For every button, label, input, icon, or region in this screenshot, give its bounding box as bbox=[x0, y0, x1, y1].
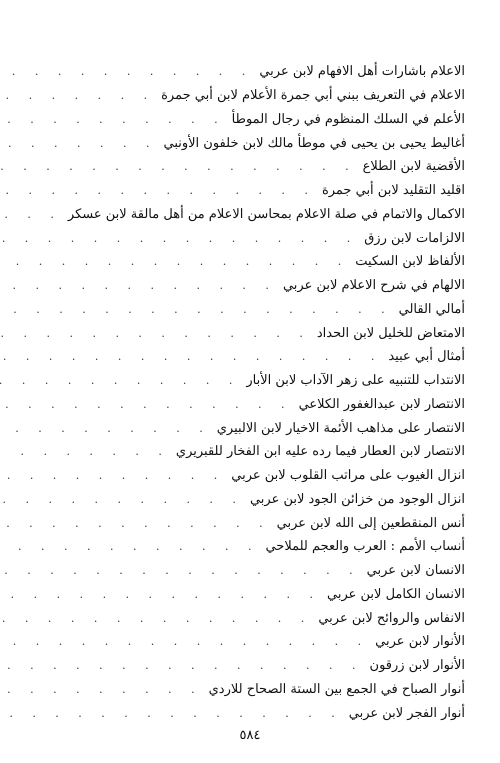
dot-leader bbox=[0, 708, 349, 719]
index-entry bbox=[40, 654, 465, 678]
dot-leader bbox=[0, 684, 209, 695]
entry-title: الاعلام باشارات أهل الافهام لابن عربي bbox=[259, 64, 465, 80]
index-entry bbox=[40, 84, 465, 108]
entry-title: الالهام في شرح الاعلام لابن عربي bbox=[282, 278, 465, 294]
dot-leader bbox=[0, 541, 265, 552]
entry-title: الأنوار لابن عربي bbox=[375, 634, 465, 650]
entry-title: انزال الوجود من خزائن الجود لابن عربي bbox=[249, 491, 465, 507]
index-entry bbox=[40, 203, 465, 227]
index-entry bbox=[40, 606, 465, 630]
dot-leader bbox=[0, 446, 176, 457]
entry-title: الامتعاض للخليل لابن الحداد bbox=[316, 325, 465, 341]
entry-title: الانسان لابن عربي bbox=[366, 563, 465, 579]
index-entry bbox=[40, 226, 465, 250]
index-entry bbox=[40, 630, 465, 654]
index-entry bbox=[40, 559, 465, 583]
dot-leader bbox=[0, 470, 231, 481]
index-entry bbox=[40, 488, 465, 512]
index-entry bbox=[40, 678, 465, 702]
entry-title: الانتصار لابن العطار فيما رده عليه ابن الفخار للقبريري bbox=[175, 444, 465, 460]
entry-title: أنس المنقطعين إلى الله لابن عربي bbox=[276, 515, 465, 531]
index-entry bbox=[40, 464, 465, 488]
dot-leader bbox=[0, 518, 277, 529]
entry-title: أنوار الفجر لابن عربي bbox=[348, 705, 465, 721]
dot-leader bbox=[0, 304, 399, 315]
entry-title: أغاليط يحيى بن يحيى في موطأ مالك لابن خلفون الأونبي bbox=[163, 135, 465, 151]
index-entry bbox=[40, 60, 465, 84]
entry-title: الاكمال والاتمام في صلة الاعلام بمحاسن الاعلام من أهل مالقة لابن عسكر bbox=[67, 206, 465, 222]
dot-leader bbox=[0, 66, 259, 77]
index-list bbox=[40, 60, 465, 725]
entry-title: الانتداب للتنبيه على زهر الآداب لابن الأبار bbox=[246, 373, 465, 389]
index-entry bbox=[40, 131, 465, 155]
dot-leader bbox=[0, 351, 388, 362]
dot-leader bbox=[0, 209, 68, 220]
dot-leader bbox=[0, 185, 322, 196]
dot-leader bbox=[0, 399, 299, 410]
index-entry bbox=[40, 535, 465, 559]
entry-title: الأعلم في السلك المنظوم في رجال الموطأ bbox=[231, 111, 465, 127]
entry-title: اقليد التقليد لابن أبي جمرة bbox=[321, 183, 465, 199]
entry-title: أمالي القالي bbox=[398, 301, 465, 317]
dot-leader bbox=[0, 660, 370, 671]
entry-title: الاعلام في التعريف ببني أبي جمرة الأعلام لابن أبي جمرة bbox=[161, 88, 465, 104]
index-entry bbox=[40, 393, 465, 417]
dot-leader bbox=[0, 589, 327, 600]
dot-leader bbox=[0, 233, 364, 244]
dot-leader bbox=[0, 138, 163, 149]
dot-leader bbox=[0, 494, 250, 505]
entry-title: الألفاظ لابن السكيت bbox=[355, 254, 465, 270]
index-entry bbox=[40, 511, 465, 535]
entry-title: الأقضية لابن الطلاع bbox=[362, 159, 465, 175]
index-entry bbox=[40, 416, 465, 440]
index-entry bbox=[40, 274, 465, 298]
index-entry bbox=[40, 345, 465, 369]
dot-leader bbox=[0, 423, 217, 434]
entry-title: أمثال أبي عبيد bbox=[388, 349, 465, 365]
dot-leader bbox=[0, 636, 375, 647]
entry-title: الانتصار على مذاهب الأئمة الاخيار لابن الالبيري bbox=[216, 420, 465, 436]
index-entry bbox=[40, 155, 465, 179]
index-entry bbox=[40, 440, 465, 464]
dot-leader bbox=[0, 565, 367, 576]
index-entry bbox=[40, 179, 465, 203]
dot-leader bbox=[0, 161, 363, 172]
dot-leader bbox=[0, 256, 355, 267]
entry-title: أنوار الصباح في الجمع بين الستة الصحاح للاردي bbox=[208, 681, 465, 697]
entry-title: أنساب الأمم : العرب والعجم للملاحي bbox=[265, 539, 465, 555]
dot-leader bbox=[0, 613, 318, 624]
dot-leader bbox=[0, 114, 232, 125]
entry-title: انزال الغيوب على مراتب القلوب لابن عربي bbox=[231, 468, 465, 484]
index-entry bbox=[40, 583, 465, 607]
index-entry bbox=[40, 250, 465, 274]
index-entry bbox=[40, 701, 465, 725]
entry-title: الالزامات لابن رزق bbox=[364, 230, 465, 246]
entry-title: الانفاس والروائح لابن عربي bbox=[318, 610, 465, 626]
index-entry bbox=[40, 108, 465, 132]
dot-leader bbox=[0, 375, 246, 386]
entry-title: الانتصار لابن عبدالغفور الكلاعي bbox=[298, 396, 465, 412]
dot-leader bbox=[0, 90, 161, 101]
page-number: ٥٨٤ bbox=[239, 728, 261, 743]
entry-title: الانسان الكامل لابن عربي bbox=[327, 586, 465, 602]
dot-leader bbox=[0, 280, 283, 291]
index-entry bbox=[40, 298, 465, 322]
entry-title: الأنوار لابن زرقون bbox=[369, 658, 465, 674]
index-entry bbox=[40, 369, 465, 393]
index-entry bbox=[40, 321, 465, 345]
dot-leader bbox=[0, 328, 317, 339]
